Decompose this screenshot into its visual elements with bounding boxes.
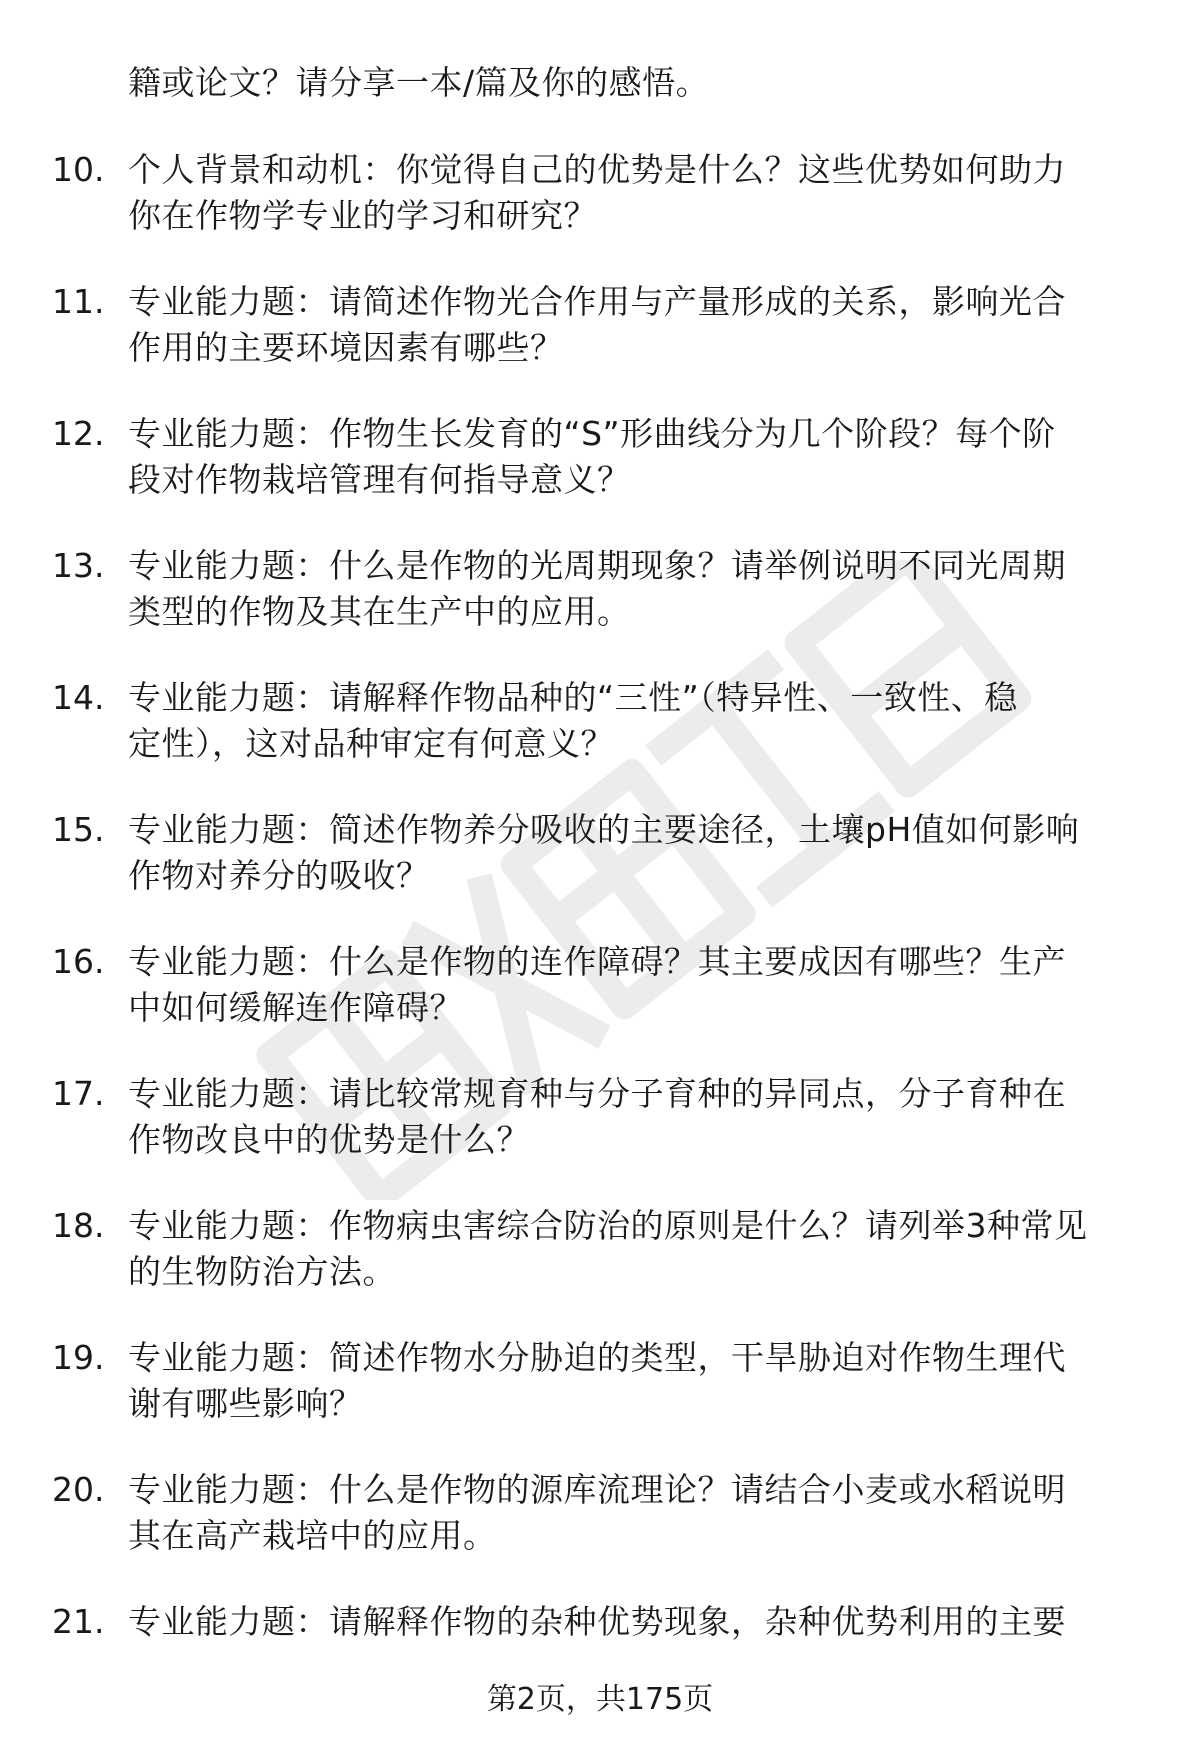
question-text-line: 中如何缓解连作障碍？ [128, 988, 463, 1027]
question-item [0, 807, 1200, 939]
question-text-line: 个人背景和动机：你觉得自己的优势是什么？这些优势如何助力 [128, 150, 1066, 189]
question-text-line: 定性），这对品种审定有何意义？ [128, 724, 614, 763]
question-text-line: 其在高产栽培中的应用。 [128, 1516, 497, 1555]
question-list [0, 147, 1200, 1731]
question-text-line: 专业能力题：请简述作物光合作用与产量形成的关系，影响光合 [128, 282, 1066, 321]
question-number: 17. [52, 1074, 105, 1113]
question-number: 11. [52, 282, 105, 321]
question-text-line: 专业能力题：请比较常规育种与分子育种的异同点，分子育种在 [128, 1074, 1066, 1113]
question-text [128, 147, 1160, 239]
question-number: 15. [52, 810, 105, 849]
question-text [128, 1203, 1160, 1295]
question-text [128, 1071, 1160, 1163]
question-text-line: 专业能力题：作物病虫害综合防治的原则是什么？请列举3种常见 [128, 1206, 1088, 1245]
question-item [0, 1071, 1200, 1203]
question-text-line: 作物改良中的优势是什么？ [128, 1120, 530, 1159]
question-text [128, 807, 1160, 899]
question-item [0, 411, 1200, 543]
question-text [128, 543, 1160, 635]
question-text-line: 作用的主要环境因素有哪些？ [128, 328, 564, 367]
question-number: 18. [52, 1206, 105, 1245]
question-item [0, 279, 1200, 411]
question-text [128, 1599, 1160, 1645]
question-number: 14. [52, 678, 105, 717]
question-number: 13. [52, 546, 105, 585]
question-text-line: 专业能力题：请解释作物品种的“三性”（特异性、一致性、稳 [128, 678, 1018, 717]
question-item [0, 675, 1200, 807]
question-number: 12. [52, 414, 105, 453]
question-text-line: 专业能力题：什么是作物的连作障碍？其主要成因有哪些？生产 [128, 942, 1066, 981]
question-text-line: 专业能力题：简述作物水分胁迫的类型，干旱胁迫对作物生理代 [128, 1338, 1066, 1377]
question-text-line: 谢有哪些影响？ [128, 1384, 363, 1423]
question-number: 21. [52, 1602, 105, 1641]
question-item [0, 939, 1200, 1071]
question-text-line: 作物对养分的吸收？ [128, 856, 430, 895]
question-text-line: 专业能力题：作物生长发育的“S”形曲线分为几个阶段？每个阶 [128, 414, 1056, 453]
question-item [0, 1335, 1200, 1467]
question-text [128, 279, 1160, 371]
question-text [128, 1335, 1160, 1427]
question-text-line: 专业能力题：什么是作物的源库流理论？请结合小麦或水稻说明 [128, 1470, 1066, 1509]
question-item [0, 1467, 1200, 1599]
question-text [128, 939, 1160, 1031]
question-text-line: 段对作物栽培管理有何指导意义？ [128, 460, 631, 499]
question-number: 20. [52, 1470, 105, 1509]
question-item [0, 543, 1200, 675]
question-text-line: 的生物防治方法。 [128, 1252, 396, 1291]
question-text-line: 类型的作物及其在生产中的应用。 [128, 592, 631, 631]
question-text [128, 675, 1160, 767]
question-text-line: 专业能力题：请解释作物的杂种优势现象，杂种优势利用的主要 [128, 1602, 1066, 1641]
question-number: 19. [52, 1338, 105, 1377]
question-text-line: 你在作物学专业的学习和研究？ [128, 196, 597, 235]
question-item [0, 1203, 1200, 1335]
question-text [128, 411, 1160, 503]
continued-question-text: 籍或论文？请分享一本/篇及你的感悟。 [128, 63, 710, 102]
question-text-line: 专业能力题：什么是作物的光周期现象？请举例说明不同光周期 [128, 546, 1066, 585]
page-footer: 第2页，共175页 [486, 1682, 714, 1717]
question-text [128, 1467, 1160, 1559]
question-text-line: 专业能力题：简述作物养分吸收的主要途径，土壤pH值如何影响 [128, 810, 1080, 849]
question-item [0, 147, 1200, 279]
question-number: 16. [52, 942, 105, 981]
question-number: 10. [52, 150, 105, 189]
